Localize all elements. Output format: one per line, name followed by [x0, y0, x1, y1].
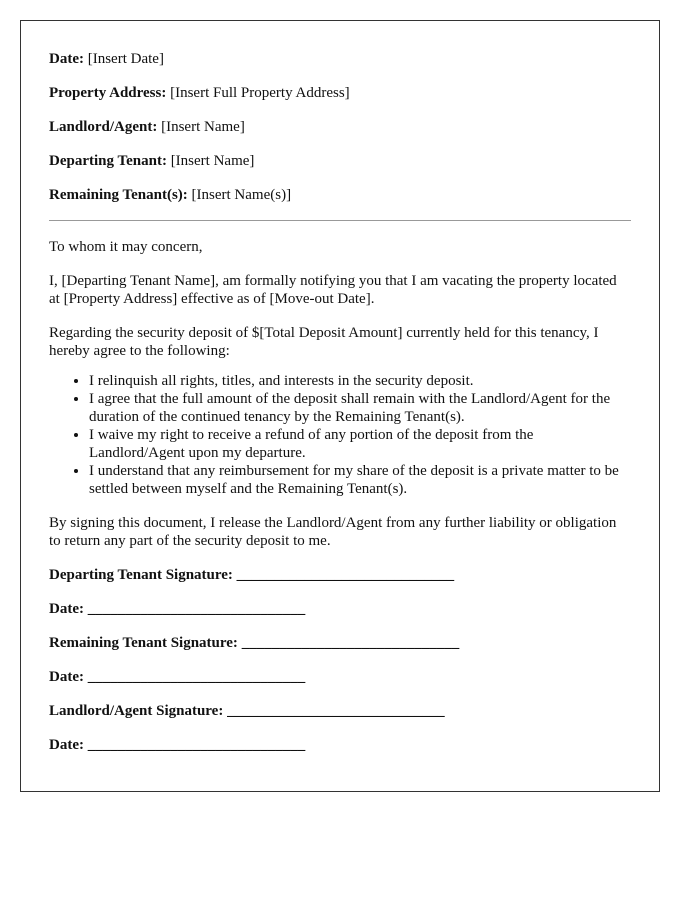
field-label: Remaining Tenant(s):: [49, 187, 188, 203]
remaining-tenant-signature: [49, 634, 631, 652]
notice-paragraph: I, [Departing Tenant Name], am formally notifying you that I am vacating the property located at [Property Address] effective as of [Move-out Date].: [49, 273, 617, 307]
field-value: [Insert Name]: [161, 119, 245, 135]
signature-line: _____________________________: [241, 635, 460, 651]
date-label: Date:: [49, 669, 84, 685]
field-value: [Insert Name]: [170, 153, 255, 169]
landlord-agent-signature: [49, 702, 631, 720]
field-value: [Insert Date]: [87, 51, 164, 67]
document-page: [20, 20, 660, 792]
field-date: [49, 50, 631, 68]
signature-line: _____________________________: [227, 703, 445, 719]
agreement-list: [49, 372, 631, 498]
salutation: To whom it may concern,: [49, 239, 203, 255]
remaining-tenant-date: [49, 668, 631, 686]
release-paragraph: By signing this document, I release the Landlord/Agent from any further liability or obligation to return any part of the security deposit to me.: [49, 515, 617, 549]
signature-label: Departing Tenant Signature:: [49, 567, 233, 583]
field-value: [Insert Full Property Address]: [170, 85, 350, 101]
field-label: Property Address:: [49, 85, 167, 101]
field-value: [Insert Name(s)]: [191, 187, 292, 203]
field-property-address: [49, 84, 631, 102]
field-label: Landlord/Agent:: [49, 119, 158, 135]
field-landlord-agent: [49, 118, 631, 136]
signature-label: Remaining Tenant Signature:: [49, 635, 238, 651]
list-item: • I understand that any reimbursement for my share of the deposit is a private matter to be settled between myself and the Remaining Tenant(s).: [89, 462, 631, 498]
landlord-agent-date: [49, 736, 631, 754]
date-line: _____________________________: [87, 669, 306, 685]
date-line: _____________________________: [87, 737, 306, 753]
departing-tenant-signature: [49, 566, 631, 584]
section-divider: [49, 220, 631, 221]
date-label: Date:: [49, 737, 84, 753]
list-item: • I relinquish all rights, titles, and interests in the security deposit.: [89, 372, 631, 390]
date-label: Date:: [49, 601, 84, 617]
signature-line: _____________________________: [236, 567, 455, 583]
signature-label: Landlord/Agent Signature:: [49, 703, 224, 719]
field-departing-tenant: [49, 152, 631, 170]
field-label: Date:: [49, 51, 84, 67]
field-label: Departing Tenant:: [49, 153, 167, 169]
field-remaining-tenants: [49, 186, 631, 204]
list-item: • I waive my right to receive a refund of any portion of the deposit from the Landlord/Agent upon my departure.: [89, 426, 631, 462]
date-line: _____________________________: [87, 601, 306, 617]
deposit-paragraph: Regarding the security deposit of $[Total Deposit Amount] currently held for this tenancy, I hereby agree to the following:: [49, 325, 599, 359]
departing-tenant-date: [49, 600, 631, 618]
list-item: • I agree that the full amount of the deposit shall remain with the Landlord/Agent for the duration of the continued tenancy by the Remaining Tenant(s).: [89, 390, 631, 426]
